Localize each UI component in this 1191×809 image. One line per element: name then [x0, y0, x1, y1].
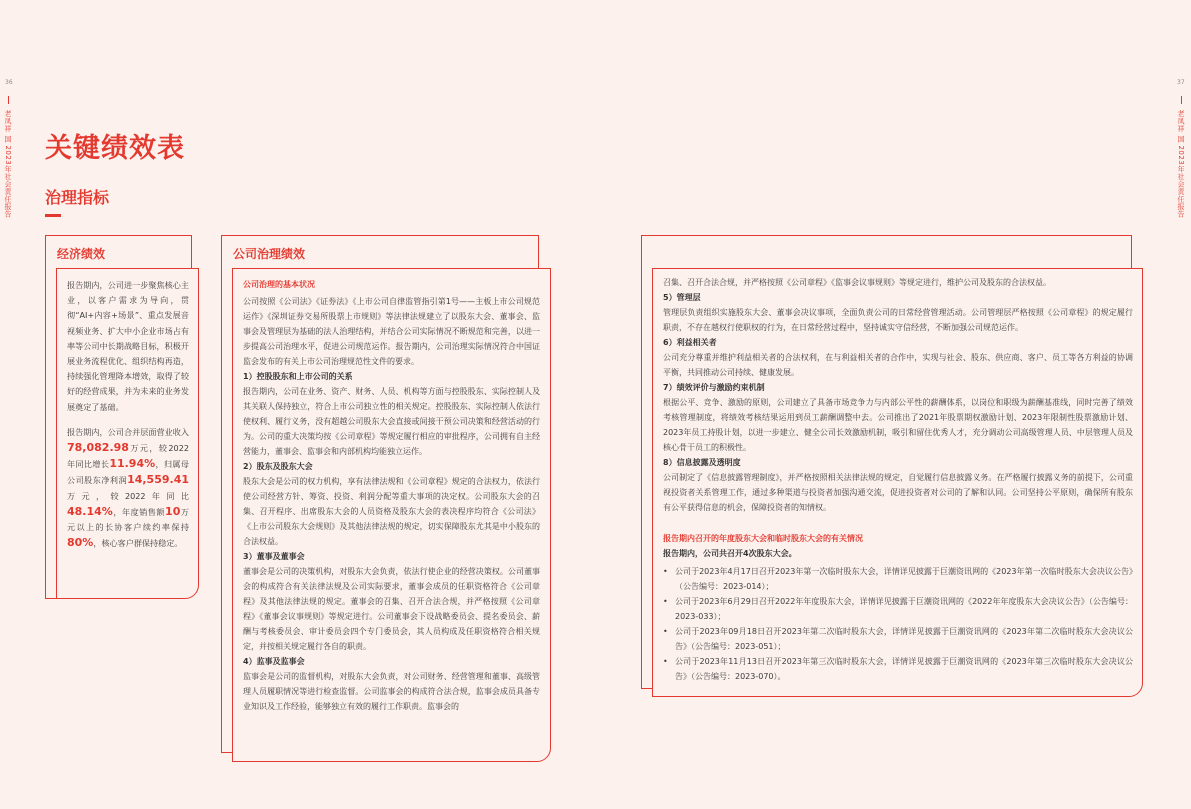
list-item: • 公司于2023年09月18日召开2023年第二次临时股东大会，详情详见披露于巨潮资讯网的《2023年第二次临时股东大会决议公告》（公告编号：2023-051）；	[663, 624, 1133, 654]
governance-s2-body: 股东大会是公司的权力机构，享有法律法规和《公司章程》规定的合法权力，依法行使公司经营方针、筹资、投资、利润分配等重大事项的决定权。公司股东大会的召集、召开程序、出席股东大会的人员资格及股东大会的表决程序均符合《公司法》《上市公司股东大会规则》及其他法律法规的规定，切实保障股东尤其是中小股东的合法权益。	[243, 477, 540, 546]
page-number-left: 36	[5, 79, 13, 86]
governance-s4-cont: 召集、召开合法合规，并严格按照《公司章程》《监事会议事规则》等规定进行，维护公司及股东的合法权益。	[663, 278, 1051, 287]
governance-s4-title: 4）监事及监事会	[243, 657, 305, 666]
page-number-right: 37	[1177, 79, 1185, 86]
governance-body	[243, 277, 540, 714]
governance-s5-body: 管理层负责组织实施股东大会、董事会决议事项，全面负责公司的日常经营管理活动。公司管理层严格按照《公司章程》的规定履行职责，不存在越权行使职权的行为，在日常经营过程中，坚持诚实守信经营，不断加强公司规范运作。	[663, 308, 1133, 332]
report-side-label: 老凤祥 国 2023年社会责任报告	[4, 110, 12, 218]
section-title: 治理指标	[45, 188, 110, 207]
governance-s6-title: 6）利益相关者	[663, 338, 717, 347]
governance-s3-title: 3）董事及董事会	[243, 552, 305, 561]
bullet-icon: •	[663, 627, 668, 636]
governance-s7-title: 7）绩效评价与激励约束机制	[663, 383, 765, 392]
margin-dash	[1181, 96, 1182, 104]
governance-s2-title: 2）股东及股东大会	[243, 462, 313, 471]
governance-intro: 公司按照《公司法》《证券法》《上市公司自律监管指引第1号——主板上市公司规范运作》《深圳证券交易所股票上市规则》等法律法规建立了以股东大会、董事会、监事会及管理层为基础的法人治理结构，并结合公司实际情况不断规范和完善，以进一步提高公司治理水平，促进公司规范运作。报告期内，公司治理实际情况符合中国证监会发布的有关上市公司治理规范性文件的要求。	[243, 297, 540, 366]
governance-s7-body: 根据公平、竞争、激励的原则，公司建立了具备市场竞争力与内部公平性的薪酬体系，以岗位和职级为薪酬基准线，同时完善了绩效考核管理制度，将绩效考核结果运用到员工薪酬调整中去。公司推出了2021年股票期权激励计划、2023年限制性股票激励计划、2023年员工持股计划，以进一步建立、健全公司长效激励机制，吸引和留住优秀人才，充分调动公司高级管理人员、中层管理人员及核心骨干员工的积极性。	[663, 398, 1133, 452]
governance-s8-title: 8）信息披露及透明度	[663, 458, 741, 467]
governance-s1-title: 1）控股股东和上市公司的关系	[243, 372, 353, 381]
economic-heading: 经济绩效	[57, 247, 106, 261]
governance-heading: 公司治理绩效	[233, 247, 306, 261]
list-item: • 公司于2023年11月13日召开2023年第三次临时股东大会，详情详见披露于巨潮资讯网的《2023年第三次临时股东大会决议公告》（公告编号：2023-070）。	[663, 654, 1133, 684]
bullet-icon: •	[663, 657, 668, 666]
governance-section-title: 公司治理的基本状况	[243, 280, 315, 289]
governance-s6-body: 公司充分尊重并维护利益相关者的合法权利，在与利益相关者的合作中，实现与社会、股东、供应商、客户、员工等各方利益的协调平衡，共同推动公司持续、健康发展。	[663, 353, 1133, 377]
meetings-subtitle: 报告期内，公司共召开4次股东大会。	[663, 549, 797, 558]
governance-s4-body: 监事会是公司的监督机构，对股东大会负责，对公司财务、经营管理和董事、高级管理人员履职情况等进行检查监督。公司监事会的构成符合法合规，监事会成员具备专业知识及工作经验，能够独立有效的履行工作职责。监事会的	[243, 672, 540, 711]
right-body	[663, 275, 1133, 684]
economic-body	[67, 278, 189, 561]
list-item: • 公司于2023年6月29日召开2022年年度股东大会，详情详见披露于巨潮资讯网的《2022年年度股东大会决议公告》（公告编号：2023-033）；	[663, 594, 1133, 624]
governance-s3-body: 董事会是公司的决策机构，对股东大会负责，依法行使企业的经营决策权。公司董事会的构成符合有关法律法规及公司实际要求，董事会成员的任职资格符合《公司章程》及其他法律法规的规定。董事会的召集、召开合法合规，并严格按照《公司章程》《董事会议事规则》等规定进行。公司董事会下设战略委员会、提名委员会、薪酬与考核委员会、审计委员会四个专门委员会，其人员构成及任职资格符合相关规定，并按相关规定履行各自的职责。	[243, 567, 540, 651]
economic-para-1: 报告期内，公司进一步聚焦核心主业，以客户需求为导向，贯彻“AI+内容+场景”、重点发展音视频业务、扩大中小企业市场占有率等公司中长期战略目标，积极开展业务流程优化、组织结构再造，持续强化管理降本增效，取得了较好的经营成果，并为未来的业务发展奠定了基础。	[67, 280, 189, 412]
page-title: 关键绩效表	[45, 133, 185, 164]
section-underline	[45, 214, 61, 217]
meetings-title: 报告期内召开的年度股东大会和临时股东大会的有关情况	[663, 534, 863, 543]
margin-dash	[8, 96, 9, 104]
governance-s1-body: 报告期内，公司在业务、资产、财务、人员、机构等方面与控股股东、实际控制人及其关联人保持独立，符合上市公司独立性的相关规定。控股股东、实际控制人依法行使权利、履行义务，没有超越公司股东大会直接或间接干预公司决策和经营活动的行为。公司的重大决策均按《公司章程》等规定履行相应的审批程序，公司拥有自主经营能力，董事会、监事会和内部机构均能独立运作。	[243, 387, 540, 456]
bullet-icon: •	[663, 567, 668, 576]
list-item: • 公司于2023年4月17日召开2023年第一次临时股东大会，详情详见披露于巨潮资讯网的《2023年第一次临时股东大会决议公告》（公告编号：2023-014）；	[663, 564, 1133, 594]
governance-s5-title: 5）管理层	[663, 293, 701, 302]
report-side-label: 老凤祥 国 2023年社会责任报告	[1177, 110, 1185, 218]
economic-para-2: 报告期内，公司合并层面营业收入78,082.98万元，较2022年同比增长11.94%，归属母公司股东净利润14,559.41万元，较2022年同比48.14%，年度销售额10万元以上的长协客户续约率保持80%，核心客户群保持稳定。	[67, 426, 189, 550]
governance-s8-body: 公司制定了《信息披露管理制度》，并严格按照相关法律法规的规定，自觉履行信息披露义务。在严格履行披露义务的前提下，公司重视投资者关系管理工作，通过多种渠道与投资者加强沟通交流，促进投资者对公司的了解和认同。公司坚持公平原则，确保所有股东有公平获得信息的机会，保障投资者的知情权。	[663, 473, 1133, 512]
bullet-icon: •	[663, 597, 668, 606]
